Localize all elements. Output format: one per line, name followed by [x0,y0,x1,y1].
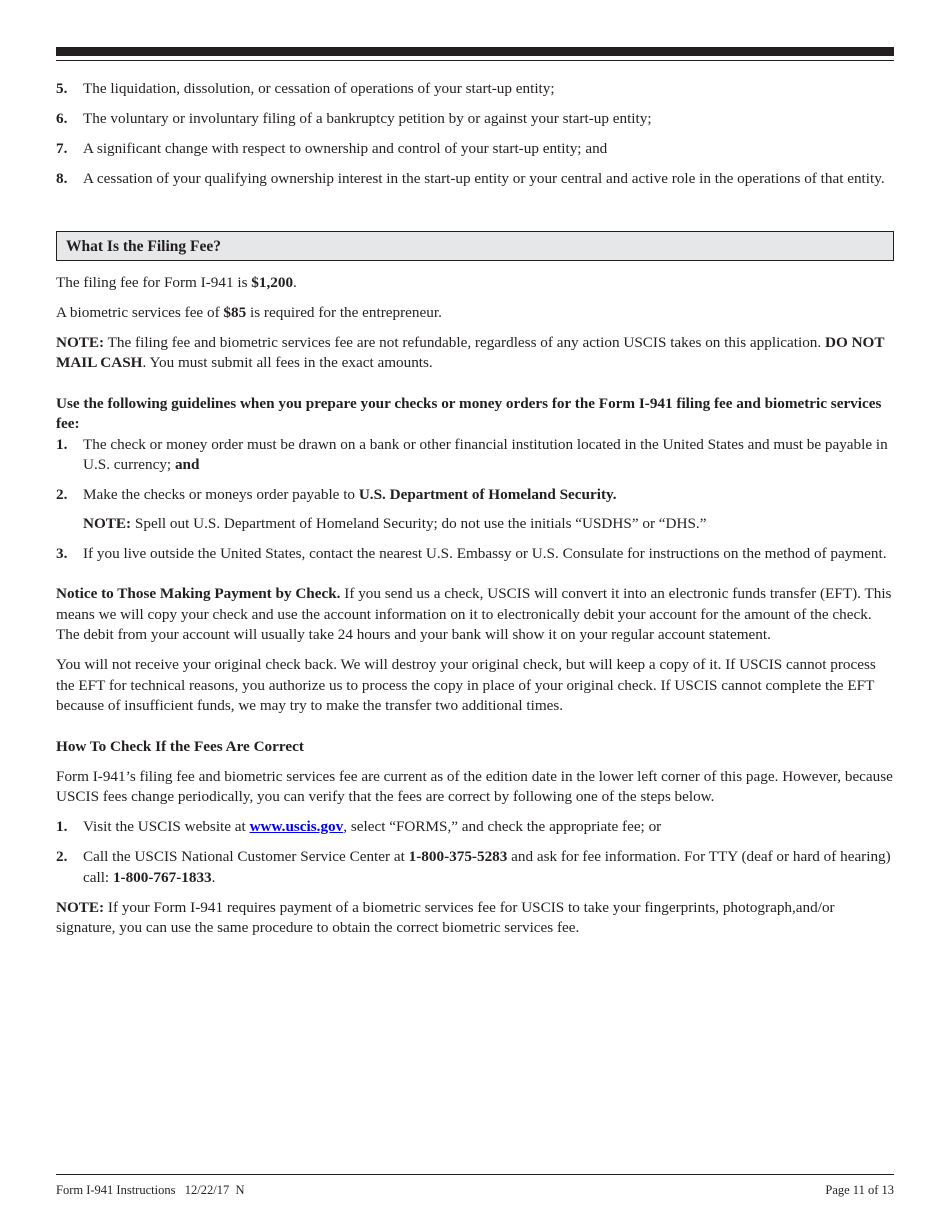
uscis-website-link[interactable]: www.uscis.gov [249,818,344,835]
list-text: A significant change with respect to ownership and control of your start-up entity; and [83,140,608,157]
tty-phone: 1-800-767-1833 [112,868,212,886]
filing-fee-amount: $1,200 [251,273,294,291]
list-item: 2. Call the USCIS National Customer Service Center at 1-800-375-5283 and ask for fee information. For TTY (deaf or hard of hearing) call: 1-800-767-1833. [56,848,891,886]
list-item [56,109,894,130]
footer-rule [56,1174,894,1175]
biometric-fee-amount: $85 [223,303,247,321]
list-number: 5. [56,80,68,97]
list-item: 1. The check or money order must be drawn on a bank or other financial institution located in the United States and must be payable in U.S. currency; and [56,435,888,473]
list-item: 3. If you live outside the United States, contact the nearest U.S. Embassy or U.S. Consulate for instructions on the method of payment. [56,544,887,562]
list-text: The voluntary or involuntary filing of a bankruptcy petition by or against your start-up entity; [83,110,652,127]
filing-fee-paragraph: The filing fee for Form I-941 is $1,200. [56,273,297,291]
footer-form-edition: Form I-941 Instructions 12/22/17 N [56,1183,245,1197]
header-thick-rule [56,47,894,56]
guidelines-heading: Use the following guidelines when you prepare your checks or money orders for the Form I-941 filing fee and biometric services fee: [56,394,882,432]
check-payment-notice: Notice to Those Making Payment by Check. If you send us a check, USCIS will convert it into an electronic funds transfer (EFT). This means we will copy your check and use the account information on it to electronically debit your account for the amount of the check. The debit from your account will usually take 24 hours and your bank will show it on your regular account statement. [56,585,892,643]
header-thin-rule [56,60,894,61]
biometric-note: NOTE: If your Form I-941 requires payment of a biometric services fee for USCIS to take your fingerprints, photograph,and/or signature, you can use the same procedure to obtain the correct biometric services fee. [56,898,835,936]
section-title: What Is the Filing Fee? [56,231,894,261]
fees-current-paragraph: Form I-941’s filing fee and biometric services fee are current as of the edition date in the lower left corner of this page. However, because USCIS fees change periodically, you can verify that the fees are correct by following one of the steps below. [56,767,893,805]
page-content [56,79,894,948]
fees-check-heading: How To Check If the Fees Are Correct [56,737,304,755]
list-number: 8. [56,170,68,187]
payee-note: NOTE: Spell out U.S. Department of Homeland Security; do not use the initials “USDHS” or “DHS.” [83,514,707,532]
list-item [56,79,894,100]
list-item [56,169,894,190]
footer-page-number: Page 11 of 13 [825,1183,894,1197]
list-item [56,139,894,160]
list-item: 1. Visit the USCIS website at www.uscis.gov, select “FORMS,” and check the appropriate fee; or [56,818,662,835]
list-text: The liquidation, dissolution, or cessation of operations of your start-up entity; [83,80,555,97]
list-item: 2. Make the checks or moneys order payable to U.S. Department of Homeland Security. [56,486,617,503]
list-number: 6. [56,110,68,127]
list-text: A cessation of your qualifying ownership interest in the start-up entity or your central and active role in the operations of that entity. [83,170,885,187]
refund-note: NOTE: The filing fee and biometric services fee are not refundable, regardless of any action USCIS takes on this application. DO NOT MAIL CASH. You must submit all fees in the exact amounts. [56,333,885,371]
biometric-fee-paragraph: A biometric services fee of $85 is required for the entrepreneur. [56,303,442,321]
original-check-paragraph: You will not receive your original check back. We will destroy your original check, but will keep a copy of it. If USCIS cannot process the EFT for technical reasons, you authorize us to process the copy in place of your original check. If USCIS cannot complete the EFT because of insufficient funds, we may try to make the transfer two additional times. [56,656,876,714]
customer-service-phone: 1-800-375-5283 [408,848,508,865]
list-number: 7. [56,140,68,157]
